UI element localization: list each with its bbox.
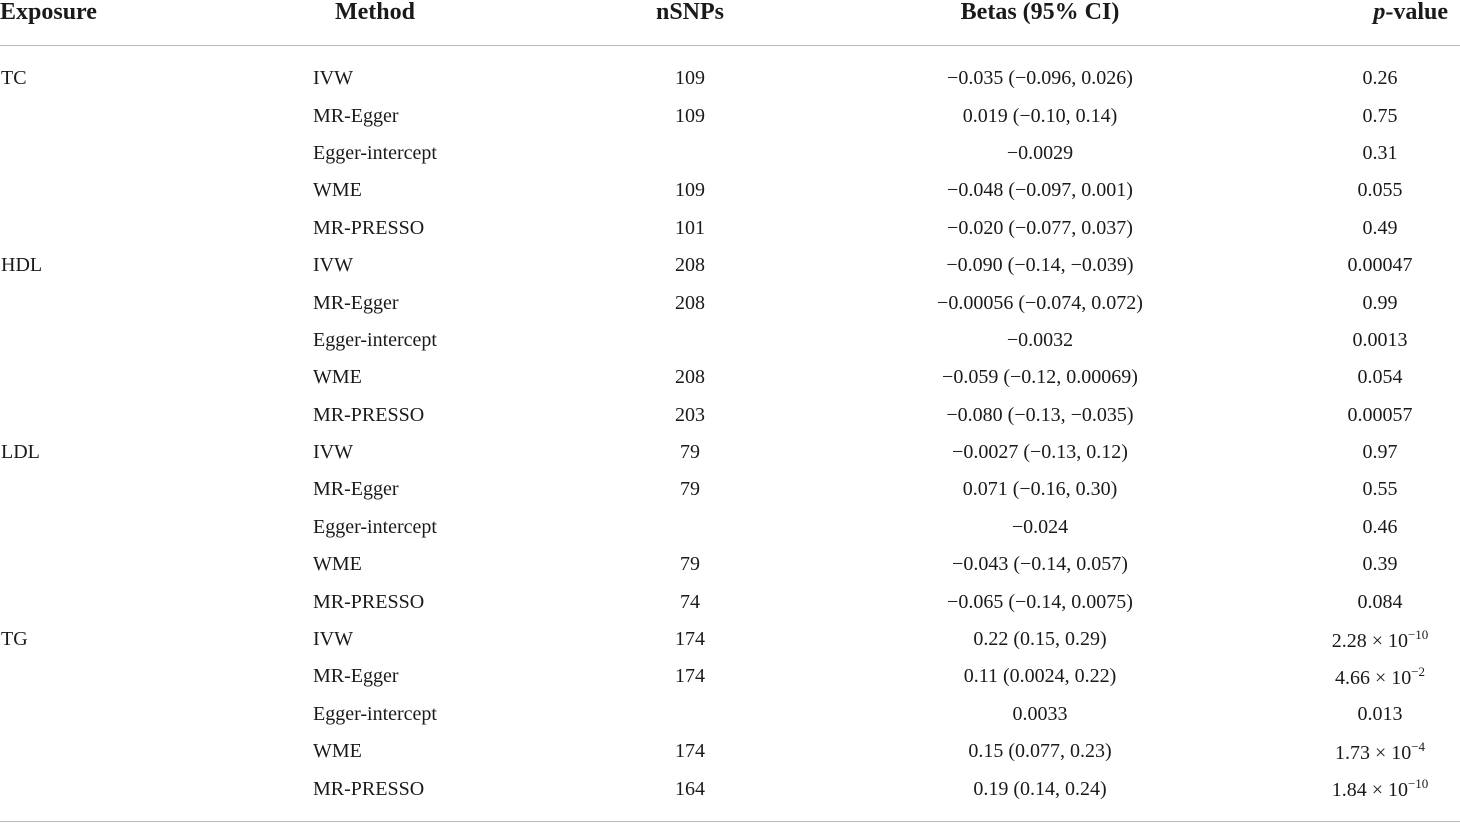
table-row bbox=[0, 621, 1460, 658]
cell-exposure bbox=[0, 546, 300, 583]
cell-beta-ci: −0.024 bbox=[1011, 515, 1069, 538]
pvalue-base: 0.00057 bbox=[1347, 403, 1413, 426]
cell-exposure bbox=[0, 210, 300, 247]
cell-exposure bbox=[0, 135, 300, 172]
cell-exposure bbox=[0, 97, 300, 134]
cell-pvalue bbox=[1300, 322, 1460, 359]
pvalue-base: 0.49 bbox=[1362, 216, 1398, 239]
cell-pvalue bbox=[1300, 471, 1460, 508]
cell-pvalue bbox=[1300, 247, 1460, 284]
cell-pvalue bbox=[1300, 658, 1460, 695]
cell-exposure bbox=[0, 471, 300, 508]
cell-exposure: TG bbox=[1, 628, 28, 651]
cell-nsnps bbox=[600, 509, 780, 546]
cell-nsnps: 174 bbox=[675, 665, 705, 688]
pvalue-exponent: −2 bbox=[1411, 663, 1426, 679]
cell-exposure bbox=[0, 172, 300, 209]
cell-method: Egger-intercept bbox=[313, 702, 437, 725]
cell-pvalue bbox=[1300, 434, 1460, 471]
cell-beta-ci: −0.00056 (−0.074, 0.072) bbox=[937, 291, 1143, 314]
cell-beta-ci: −0.090 (−0.14, −0.039) bbox=[946, 254, 1134, 277]
cell-method: IVW bbox=[313, 441, 353, 464]
cell-pvalue bbox=[1300, 583, 1460, 620]
cell-beta-ci: −0.0032 bbox=[1006, 328, 1074, 351]
cell-nsnps: 109 bbox=[675, 67, 705, 90]
cell-exposure bbox=[0, 397, 300, 434]
table-row bbox=[0, 397, 1460, 434]
cell-nsnps: 174 bbox=[675, 740, 705, 763]
cell-beta-ci: 0.071 (−0.16, 0.30) bbox=[962, 478, 1118, 501]
cell-nsnps: 203 bbox=[675, 403, 705, 426]
cell-pvalue bbox=[1300, 546, 1460, 583]
table-row bbox=[0, 509, 1460, 546]
cell-method: WME bbox=[313, 740, 362, 763]
cell-pvalue bbox=[1300, 733, 1460, 770]
cell-method: IVW bbox=[313, 628, 353, 651]
table-row bbox=[0, 359, 1460, 396]
table-row bbox=[0, 696, 1460, 733]
cell-exposure bbox=[0, 509, 300, 546]
table-row bbox=[0, 247, 1460, 284]
table-row bbox=[0, 434, 1460, 471]
cell-nsnps: 79 bbox=[680, 478, 700, 501]
pvalue-base: 0.084 bbox=[1357, 590, 1403, 613]
cell-exposure bbox=[0, 583, 300, 620]
cell-exposure bbox=[0, 696, 300, 733]
pvalue-base: 4.66 × 10 bbox=[1334, 666, 1412, 689]
header-method: Method bbox=[300, 0, 600, 46]
pvalue-base: 0.055 bbox=[1357, 179, 1403, 202]
cell-nsnps: 74 bbox=[680, 590, 700, 613]
cell-method: IVW bbox=[313, 67, 353, 90]
cell-beta-ci: 0.15 (0.077, 0.23) bbox=[968, 740, 1112, 763]
cell-nsnps: 208 bbox=[675, 366, 705, 389]
cell-nsnps bbox=[600, 135, 780, 172]
pvalue-exponent: −10 bbox=[1407, 776, 1429, 792]
cell-nsnps: 208 bbox=[675, 291, 705, 314]
cell-nsnps bbox=[600, 322, 780, 359]
cell-pvalue bbox=[1300, 135, 1460, 172]
pvalue-base: 1.73 × 10 bbox=[1334, 741, 1412, 764]
cell-beta-ci: −0.048 (−0.097, 0.001) bbox=[947, 179, 1133, 202]
pvalue-base: 0.26 bbox=[1362, 67, 1398, 90]
header-betas: Betas (95% CI) bbox=[780, 0, 1300, 46]
cell-nsnps: 109 bbox=[675, 104, 705, 127]
cell-exposure bbox=[0, 733, 300, 770]
cell-method: MR-PRESSO bbox=[313, 590, 425, 613]
cell-pvalue bbox=[1300, 97, 1460, 134]
pvalue-base: 0.00047 bbox=[1347, 254, 1413, 277]
cell-pvalue bbox=[1300, 46, 1460, 98]
cell-nsnps: 79 bbox=[680, 441, 700, 464]
cell-method: Egger-intercept bbox=[313, 515, 437, 538]
cell-nsnps: 79 bbox=[680, 553, 700, 576]
cell-method: MR-PRESSO bbox=[313, 403, 425, 426]
cell-exposure bbox=[0, 322, 300, 359]
table-row bbox=[0, 46, 1460, 98]
cell-pvalue bbox=[1300, 621, 1460, 658]
cell-exposure: LDL bbox=[1, 441, 40, 464]
cell-pvalue bbox=[1300, 284, 1460, 321]
cell-beta-ci: −0.043 (−0.14, 0.057) bbox=[952, 553, 1128, 576]
header-pvalue-rest: -value bbox=[1385, 0, 1448, 25]
table-row bbox=[0, 583, 1460, 620]
cell-beta-ci: −0.065 (−0.14, 0.0075) bbox=[947, 590, 1133, 613]
cell-nsnps: 164 bbox=[675, 777, 705, 800]
cell-beta-ci: −0.035 (−0.096, 0.026) bbox=[947, 67, 1133, 90]
pvalue-base: 0.97 bbox=[1362, 441, 1398, 464]
table-row bbox=[0, 135, 1460, 172]
cell-nsnps: 174 bbox=[675, 628, 705, 651]
table-row bbox=[0, 97, 1460, 134]
header-row bbox=[0, 0, 1460, 46]
cell-exposure: TC bbox=[1, 67, 27, 90]
table-body bbox=[0, 46, 1460, 808]
cell-pvalue bbox=[1300, 770, 1460, 807]
pvalue-base: 0.75 bbox=[1362, 104, 1398, 127]
cell-nsnps: 101 bbox=[675, 216, 705, 239]
pvalue-base: 2.28 × 10 bbox=[1331, 629, 1408, 652]
cell-pvalue bbox=[1300, 509, 1460, 546]
cell-nsnps: 109 bbox=[675, 179, 705, 202]
cell-method: MR-Egger bbox=[313, 478, 399, 501]
cell-nsnps: 208 bbox=[675, 254, 705, 277]
pvalue-base: 0.39 bbox=[1362, 553, 1398, 576]
cell-pvalue bbox=[1300, 397, 1460, 434]
header-pvalue-italic: p bbox=[1373, 0, 1386, 25]
cell-method: WME bbox=[313, 366, 362, 389]
cell-pvalue bbox=[1300, 359, 1460, 396]
header-nsnps: nSNPs bbox=[600, 0, 780, 46]
table-row bbox=[0, 210, 1460, 247]
cell-method: WME bbox=[313, 179, 362, 202]
table-row bbox=[0, 284, 1460, 321]
header-exposure: Exposure bbox=[0, 0, 300, 46]
cell-exposure bbox=[0, 359, 300, 396]
cell-method: MR-Egger bbox=[313, 291, 399, 314]
cell-beta-ci: −0.020 (−0.077, 0.037) bbox=[947, 216, 1133, 239]
table-row bbox=[0, 471, 1460, 508]
header-pvalue bbox=[1300, 0, 1460, 46]
cell-exposure bbox=[0, 770, 300, 807]
cell-method: IVW bbox=[313, 254, 353, 277]
bottom-rule bbox=[0, 821, 1460, 822]
pvalue-base: 0.55 bbox=[1362, 478, 1398, 501]
cell-method: Egger-intercept bbox=[313, 141, 437, 164]
pvalue-base: 0.31 bbox=[1362, 141, 1398, 164]
cell-method: MR-Egger bbox=[313, 665, 399, 688]
cell-pvalue bbox=[1300, 210, 1460, 247]
cell-exposure: HDL bbox=[1, 254, 43, 277]
cell-beta-ci: −0.059 (−0.12, 0.00069) bbox=[942, 366, 1138, 389]
cell-exposure bbox=[0, 658, 300, 695]
table-row bbox=[0, 658, 1460, 695]
cell-method: MR-PRESSO bbox=[313, 216, 425, 239]
table-row bbox=[0, 770, 1460, 807]
pvalue-exponent: −4 bbox=[1411, 738, 1426, 754]
cell-method: MR-Egger bbox=[313, 104, 399, 127]
pvalue-base: 0.46 bbox=[1362, 515, 1398, 538]
cell-exposure bbox=[0, 284, 300, 321]
pvalue-base: 0.0013 bbox=[1352, 328, 1408, 351]
table-header bbox=[0, 0, 1460, 46]
cell-pvalue bbox=[1300, 696, 1460, 733]
cell-method: MR-PRESSO bbox=[313, 777, 425, 800]
pvalue-base: 1.84 × 10 bbox=[1331, 779, 1408, 802]
cell-method: Egger-intercept bbox=[313, 328, 437, 351]
cell-nsnps bbox=[600, 696, 780, 733]
cell-beta-ci: −0.0027 (−0.13, 0.12) bbox=[952, 441, 1128, 464]
cell-beta-ci: 0.0033 bbox=[1012, 702, 1068, 725]
cell-beta-ci: −0.0029 bbox=[1006, 141, 1074, 164]
table-row bbox=[0, 733, 1460, 770]
pvalue-exponent: −10 bbox=[1407, 626, 1429, 642]
pvalue-base: 0.99 bbox=[1362, 291, 1398, 314]
pvalue-base: 0.013 bbox=[1357, 702, 1403, 725]
cell-beta-ci: −0.080 (−0.13, −0.035) bbox=[946, 403, 1134, 426]
cell-beta-ci: 0.11 (0.0024, 0.22) bbox=[963, 665, 1117, 688]
table-row bbox=[0, 322, 1460, 359]
cell-beta-ci: 0.22 (0.15, 0.29) bbox=[973, 628, 1107, 651]
cell-beta-ci: 0.019 (−0.10, 0.14) bbox=[962, 104, 1118, 127]
cell-beta-ci: 0.19 (0.14, 0.24) bbox=[973, 777, 1107, 800]
table-row bbox=[0, 546, 1460, 583]
pvalue-base: 0.054 bbox=[1357, 366, 1403, 389]
table-row bbox=[0, 172, 1460, 209]
cell-method: WME bbox=[313, 553, 362, 576]
cell-pvalue bbox=[1300, 172, 1460, 209]
